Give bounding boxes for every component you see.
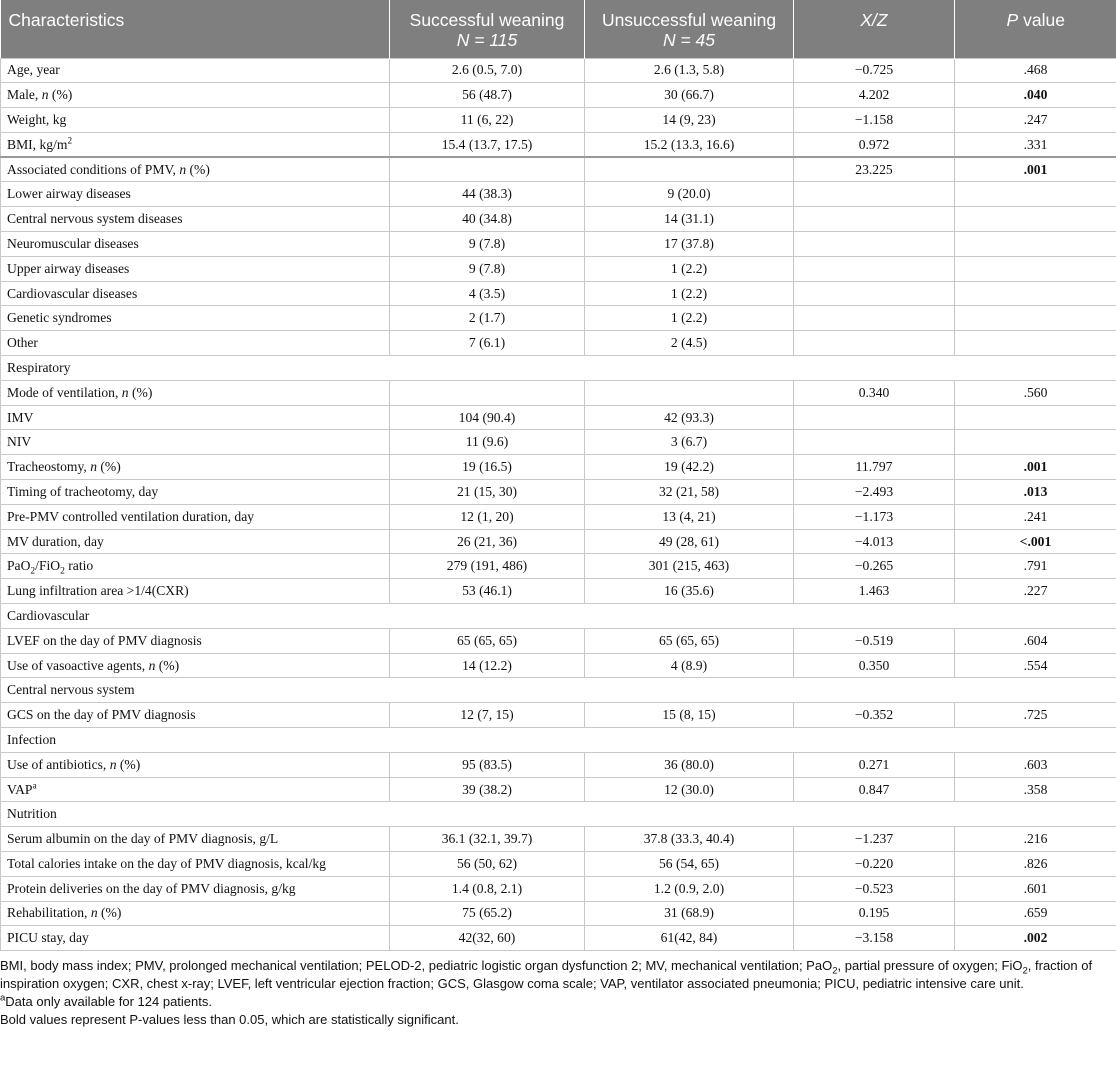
row-label: Serum albumin on the day of PMV diagnosis, g/L — [1, 827, 390, 852]
unsuccessful-value: 13 (4, 21) — [585, 504, 794, 529]
successful-value: 21 (15, 30) — [390, 480, 585, 505]
xz-value — [794, 256, 955, 281]
table-row — [1, 58, 1116, 83]
unsuccessful-value: 1 (2.2) — [585, 306, 794, 331]
row-label: Lung infiltration area >1/4(CXR) — [1, 579, 390, 604]
p-value: .040 — [955, 83, 1116, 108]
unsuccessful-value: 37.8 (33.3, 40.4) — [585, 827, 794, 852]
row-label: Male, n (%) — [1, 83, 390, 108]
successful-value: 95 (83.5) — [390, 752, 585, 777]
section-row-respiratory — [1, 356, 1116, 381]
p-value: .725 — [955, 703, 1116, 728]
successful-value: 39 (38.2) — [390, 777, 585, 802]
table-row — [1, 182, 1116, 207]
p-value: <.001 — [955, 529, 1116, 554]
successful-value: 40 (34.8) — [390, 207, 585, 232]
xz-value — [794, 182, 955, 207]
successful-value: 1.4 (0.8, 2.1) — [390, 876, 585, 901]
unsuccessful-value: 12 (30.0) — [585, 777, 794, 802]
p-value — [955, 306, 1116, 331]
successful-value: 15.4 (13.7, 17.5) — [390, 132, 585, 157]
table-row — [1, 579, 1116, 604]
xz-value: −0.265 — [794, 554, 955, 579]
p-value — [955, 331, 1116, 356]
row-label: Central nervous system diseases — [1, 207, 390, 232]
p-value — [955, 405, 1116, 430]
p-value: .241 — [955, 504, 1116, 529]
unsuccessful-value: 4 (8.9) — [585, 653, 794, 678]
row-label: Mode of ventilation, n (%) — [1, 380, 390, 405]
xz-value — [794, 405, 955, 430]
xz-value: −3.158 — [794, 926, 955, 951]
unsuccessful-value: 1.2 (0.9, 2.0) — [585, 876, 794, 901]
row-label: Use of antibiotics, n (%) — [1, 752, 390, 777]
successful-value: 19 (16.5) — [390, 455, 585, 480]
table-row — [1, 256, 1116, 281]
p-value: .554 — [955, 653, 1116, 678]
unsuccessful-value: 1 (2.2) — [585, 281, 794, 306]
unsuccessful-value — [585, 157, 794, 182]
unsuccessful-value: 17 (37.8) — [585, 232, 794, 257]
table-footnotes — [0, 951, 1116, 1029]
xz-value: 0.972 — [794, 132, 955, 157]
p-value: .560 — [955, 380, 1116, 405]
row-label: GCS on the day of PMV diagnosis — [1, 703, 390, 728]
unsuccessful-value: 42 (93.3) — [585, 405, 794, 430]
p-value: .826 — [955, 852, 1116, 877]
unsuccessful-value: 301 (215, 463) — [585, 554, 794, 579]
successful-value: 44 (38.3) — [390, 182, 585, 207]
successful-value: 9 (7.8) — [390, 256, 585, 281]
unsuccessful-value: 9 (20.0) — [585, 182, 794, 207]
xz-value: 1.463 — [794, 579, 955, 604]
p-value — [955, 430, 1116, 455]
table-row — [1, 108, 1116, 133]
table-row — [1, 480, 1116, 505]
xz-value: 0.350 — [794, 653, 955, 678]
xz-value: −0.519 — [794, 628, 955, 653]
p-value — [955, 182, 1116, 207]
p-value: .659 — [955, 901, 1116, 926]
p-value: .603 — [955, 752, 1116, 777]
table-row — [1, 331, 1116, 356]
unsuccessful-value: 49 (28, 61) — [585, 529, 794, 554]
row-label: Tracheostomy, n (%) — [1, 455, 390, 480]
row-label: Lower airway diseases — [1, 182, 390, 207]
table-row — [1, 628, 1116, 653]
row-label: LVEF on the day of PMV diagnosis — [1, 628, 390, 653]
successful-value: 75 (65.2) — [390, 901, 585, 926]
bold-values-note: Bold values represent P-values less than 0.05, which are statistically significant. — [0, 1012, 459, 1028]
xz-value: −0.220 — [794, 852, 955, 877]
xz-value — [794, 232, 955, 257]
unsuccessful-value: 2 (4.5) — [585, 331, 794, 356]
successful-value: 42(32, 60) — [390, 926, 585, 951]
p-value: .604 — [955, 628, 1116, 653]
section-label: Nutrition — [1, 802, 1116, 827]
xz-value: −2.493 — [794, 480, 955, 505]
table-row — [1, 653, 1116, 678]
xz-value: 0.847 — [794, 777, 955, 802]
p-value: .247 — [955, 108, 1116, 133]
successful-value: 2 (1.7) — [390, 306, 585, 331]
successful-value: 9 (7.8) — [390, 232, 585, 257]
unsuccessful-value: 30 (66.7) — [585, 83, 794, 108]
p-value: .791 — [955, 554, 1116, 579]
xz-value: 0.195 — [794, 901, 955, 926]
xz-value: −1.158 — [794, 108, 955, 133]
p-value — [955, 207, 1116, 232]
unsuccessful-value: 15 (8, 15) — [585, 703, 794, 728]
xz-value — [794, 306, 955, 331]
p-value: .358 — [955, 777, 1116, 802]
xz-value — [794, 331, 955, 356]
row-label: Age, year — [1, 58, 390, 83]
table-row — [1, 306, 1116, 331]
successful-value: 12 (1, 20) — [390, 504, 585, 529]
xz-value: 0.271 — [794, 752, 955, 777]
row-label: Weight, kg — [1, 108, 390, 133]
row-label: Protein deliveries on the day of PMV diagnosis, g/kg — [1, 876, 390, 901]
table-row — [1, 281, 1116, 306]
p-value — [955, 281, 1116, 306]
xz-value: 4.202 — [794, 83, 955, 108]
table-row — [1, 703, 1116, 728]
header-xz: X/Z — [794, 0, 955, 58]
xz-value: −0.523 — [794, 876, 955, 901]
table-row — [1, 405, 1116, 430]
table-row — [1, 83, 1116, 108]
header-successful: Successful weaning N = 115 — [390, 0, 585, 58]
section-row-infection — [1, 728, 1116, 753]
xz-value — [794, 207, 955, 232]
section-label: Respiratory — [1, 356, 1116, 381]
section-label: Central nervous system — [1, 678, 1116, 703]
p-value — [955, 232, 1116, 257]
table-row — [1, 529, 1116, 554]
table-row — [1, 777, 1116, 802]
row-label: Cardiovascular diseases — [1, 281, 390, 306]
row-label: BMI, $kg/m^2$ — [1, 132, 390, 157]
table-row — [1, 207, 1116, 232]
successful-value: 14 (12.2) — [390, 653, 585, 678]
xz-value: 11.797 — [794, 455, 955, 480]
successful-value: 36.1 (32.1, 39.7) — [390, 827, 585, 852]
successful-value: 12 (7, 15) — [390, 703, 585, 728]
xz-value: −0.725 — [794, 58, 955, 83]
row-label: IMV — [1, 405, 390, 430]
section-row-cardiovascular — [1, 604, 1116, 629]
table-row — [1, 901, 1116, 926]
table-row — [1, 752, 1116, 777]
unsuccessful-value — [585, 380, 794, 405]
xz-value: 23.225 — [794, 157, 955, 182]
p-value: .216 — [955, 827, 1116, 852]
table-row — [1, 504, 1116, 529]
header-unsuccessful: Unsuccessful weaning N = 45 — [585, 0, 794, 58]
row-label: PaO$_2$/FiO$_2$ ratio — [1, 554, 390, 579]
unsuccessful-value: 31 (68.9) — [585, 901, 794, 926]
unsuccessful-value: 61(42, 84) — [585, 926, 794, 951]
unsuccessful-value: 65 (65, 65) — [585, 628, 794, 653]
successful-value: 104 (90.4) — [390, 405, 585, 430]
p-value: .001 — [955, 455, 1116, 480]
abbreviations-note: BMI, body mass index; PMV, prolonged mechanical ventilation; PELOD-2, pediatric logistic organ dysfunction 2; MV, mechanical ventilation; PaO$_2$, partial pressure of oxygen; FiO$_2$, fraction of inspiration oxygen; CXR, chest x-ray; LVEF, left ventricular ejection fraction; GCS, Glasgow coma scale; VAP, ventilator associated pneumonia; PICU, pediatric intensive care unit. — [0, 958, 1093, 992]
table-row — [1, 554, 1116, 579]
p-value: .001 — [955, 157, 1116, 182]
row-label: Use of vasoactive agents, n (%) — [1, 653, 390, 678]
footnote-a: $^a$Data only available for 124 patients. — [0, 992, 212, 1010]
table-row — [1, 455, 1116, 480]
p-value: .002 — [955, 926, 1116, 951]
xz-value — [794, 281, 955, 306]
p-value: .227 — [955, 579, 1116, 604]
unsuccessful-value: 36 (80.0) — [585, 752, 794, 777]
successful-value: 4 (3.5) — [390, 281, 585, 306]
unsuccessful-value: 14 (31.1) — [585, 207, 794, 232]
unsuccessful-value: 3 (6.7) — [585, 430, 794, 455]
successful-value: 65 (65, 65) — [390, 628, 585, 653]
section-label: Cardiovascular — [1, 604, 1116, 629]
table-row — [1, 380, 1116, 405]
row-label: Total calories intake on the day of PMV diagnosis, kcal/kg — [1, 852, 390, 877]
xz-value — [794, 430, 955, 455]
table-row — [1, 852, 1116, 877]
successful-value: 26 (21, 36) — [390, 529, 585, 554]
section-row-nutrition — [1, 802, 1116, 827]
xz-value: −0.352 — [794, 703, 955, 728]
unsuccessful-value: 14 (9, 23) — [585, 108, 794, 133]
unsuccessful-value: 19 (42.2) — [585, 455, 794, 480]
row-label: Rehabilitation, n (%) — [1, 901, 390, 926]
xz-value: −1.237 — [794, 827, 955, 852]
table-row — [1, 876, 1116, 901]
table-row — [1, 926, 1116, 951]
successful-value: 11 (6, 22) — [390, 108, 585, 133]
table-header-row — [1, 0, 1116, 58]
p-value: .601 — [955, 876, 1116, 901]
table-row — [1, 430, 1116, 455]
row-label: Timing of tracheotomy, day — [1, 480, 390, 505]
successful-value: 56 (50, 62) — [390, 852, 585, 877]
successful-value: 11 (9.6) — [390, 430, 585, 455]
successful-value — [390, 157, 585, 182]
row-label: Upper airway diseases — [1, 256, 390, 281]
p-value — [955, 256, 1116, 281]
unsuccessful-value: 1 (2.2) — [585, 256, 794, 281]
row-label: MV duration, day — [1, 529, 390, 554]
table-row — [1, 827, 1116, 852]
unsuccessful-value: 32 (21, 58) — [585, 480, 794, 505]
xz-value: −1.173 — [794, 504, 955, 529]
successful-value: 279 (191, 486) — [390, 554, 585, 579]
successful-value: 56 (48.7) — [390, 83, 585, 108]
xz-value: −4.013 — [794, 529, 955, 554]
row-label: VAP$^a$ — [1, 777, 390, 802]
table-row — [1, 132, 1116, 157]
row-label: Genetic syndromes — [1, 306, 390, 331]
unsuccessful-value: 16 (35.6) — [585, 579, 794, 604]
xz-value: 0.340 — [794, 380, 955, 405]
unsuccessful-value: 56 (54, 65) — [585, 852, 794, 877]
successful-value: 7 (6.1) — [390, 331, 585, 356]
p-value: .013 — [955, 480, 1116, 505]
section-label: Infection — [1, 728, 1116, 753]
row-label: Pre-PMV controlled ventilation duration, day — [1, 504, 390, 529]
header-p-value: P value — [955, 0, 1116, 58]
successful-value: 2.6 (0.5, 7.0) — [390, 58, 585, 83]
header-characteristics: Characteristics — [1, 0, 390, 58]
unsuccessful-value: 2.6 (1.3, 5.8) — [585, 58, 794, 83]
unsuccessful-value: 15.2 (13.3, 16.6) — [585, 132, 794, 157]
row-label: PICU stay, day — [1, 926, 390, 951]
row-label: Associated conditions of PMV, n (%) — [1, 157, 390, 182]
p-value: .468 — [955, 58, 1116, 83]
row-label: Neuromuscular diseases — [1, 232, 390, 257]
p-value: .331 — [955, 132, 1116, 157]
row-label: Other — [1, 331, 390, 356]
successful-value: 53 (46.1) — [390, 579, 585, 604]
table-row — [1, 232, 1116, 257]
row-label: NIV — [1, 430, 390, 455]
section-row-cns — [1, 678, 1116, 703]
successful-value — [390, 380, 585, 405]
table-row — [1, 157, 1116, 182]
